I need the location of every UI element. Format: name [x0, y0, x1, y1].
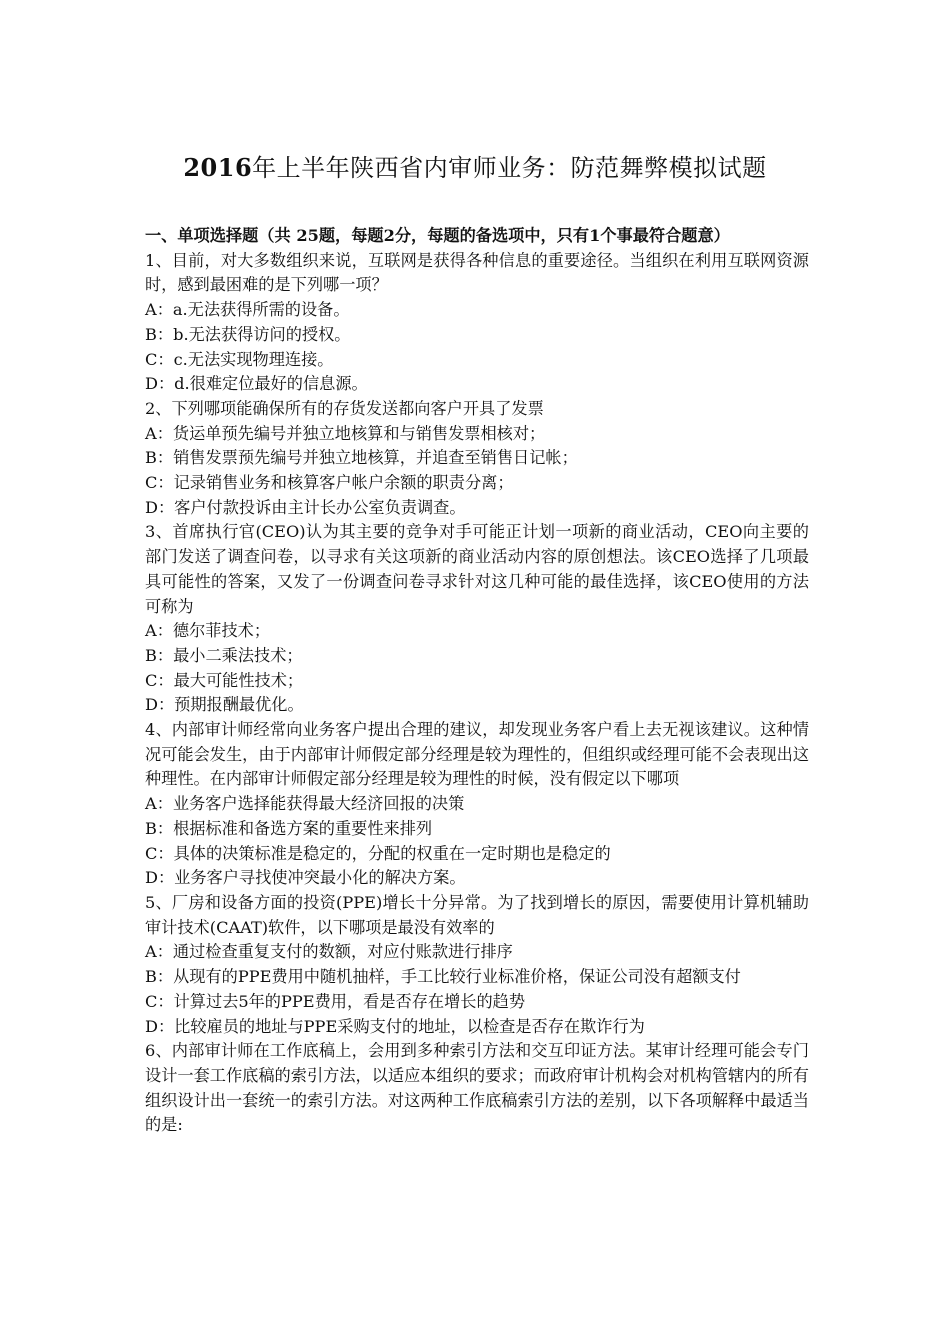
title-year: 2016	[183, 153, 253, 182]
question-stem: 4、内部审计师经常向业务客户提出合理的建议，却发现业务客户看上去无视该建议。这种情况可能会发生，由于内部审计师假定部分经理是较为理性的，但组织或经理可能不会表现出这种理性。在内部审计师假定部分经理是较为理性的时候，没有假定以下哪项	[145, 720, 809, 789]
question-stem: 3、首席执行官(CEO)认为其主要的竞争对手可能正计划一项新的商业活动，CEO向主要的部门发送了调查问卷，以寻求有关这项新的商业活动内容的原创想法。该CEO选择了几项最具可能性的答案，又发了一份调查问卷寻求针对这几种可能的最佳选择，该CEO使用的方法可称为	[145, 522, 809, 616]
question-3	[145, 520, 809, 718]
option-b: B：b.无法获得访问的授权。	[145, 324, 351, 344]
question-4	[145, 718, 809, 891]
section-heading: 一、单项选择题（共 25题，每题2分，每题的备选项中，只有1个事最符合题意）	[145, 226, 730, 245]
question-5	[145, 891, 809, 1039]
option-b: B：最小二乘法技术；	[145, 645, 303, 665]
option-d: D：业务客户寻找使冲突最小化的解决方案。	[145, 868, 466, 888]
option-c: C：计算过去5年的PPE费用，看是否存在增长的趋势	[145, 991, 526, 1011]
option-d: D：客户付款投诉由主计长办公室负责调查。	[145, 497, 466, 517]
question-2	[145, 397, 809, 521]
question-stem: 6、内部审计师在工作底稿上，会用到多种索引方法和交互印证方法。某审计经理可能会专门设计一套工作底稿的索引方法，以适应本组织的要求；而政府审计机构会对机构管辖内的所有组织设计出一套统一的索引方法。对这两种工作底稿索引方法的差别，以下各项解释中最适当的是:	[145, 1041, 809, 1135]
question-1	[145, 249, 809, 397]
option-c: C：具体的决策标准是稳定的，分配的权重在一定时期也是稳定的	[145, 843, 611, 863]
option-d: D：d.很难定位最好的信息源。	[145, 374, 368, 394]
option-b: B：根据标准和备选方案的重要性来排列	[145, 818, 433, 838]
question-stem: 5、厂房和设备方面的投资(PPE)增长十分异常。为了找到增长的原因，需要使用计算机辅助审计技术(CAAT)软件，以下哪项是最没有效率的	[145, 892, 809, 937]
option-c: C：记录销售业务和核算客户帐户余额的职责分离；	[145, 473, 514, 493]
option-b: B：销售发票预先编号并独立地核算，并追查至销售日记帐；	[145, 448, 578, 468]
option-c: C：最大可能性技术；	[145, 670, 304, 690]
option-d: D：比较雇员的地址与PPE采购支付的地址，以检查是否存在欺诈行为	[145, 1016, 645, 1036]
title-text: 年上半年陕西省内审师业务：防范舞弊模拟试题	[252, 154, 767, 182]
option-a: A：货运单预先编号并独立地核算和与销售发票相核对；	[145, 423, 546, 443]
option-d: D：预期报酬最优化。	[145, 695, 304, 715]
option-a: A：a.无法获得所需的设备。	[145, 300, 350, 320]
option-b: B：从现有的PPE费用中随机抽样，手工比较行业标准价格，保证公司没有超额支付	[145, 967, 741, 987]
question-stem: 2、下列哪项能确保所有的存货发送都向客户开具了发票	[145, 398, 544, 418]
option-a: A：德尔菲技术；	[145, 621, 271, 641]
question-stem: 1、目前，对大多数组织来说，互联网是获得各种信息的重要途径。当组织在利用互联网资源时，感到最困难的是下列哪一项？	[145, 250, 809, 295]
page-title	[0, 150, 950, 186]
document-body	[145, 224, 809, 1138]
question-6	[145, 1039, 809, 1138]
option-a: A：通过检查重复支付的数额，对应付账款进行排序	[145, 942, 513, 962]
option-c: C：c.无法实现物理连接。	[145, 349, 334, 369]
option-a: A：业务客户选择能获得最大经济回报的决策	[145, 794, 465, 814]
